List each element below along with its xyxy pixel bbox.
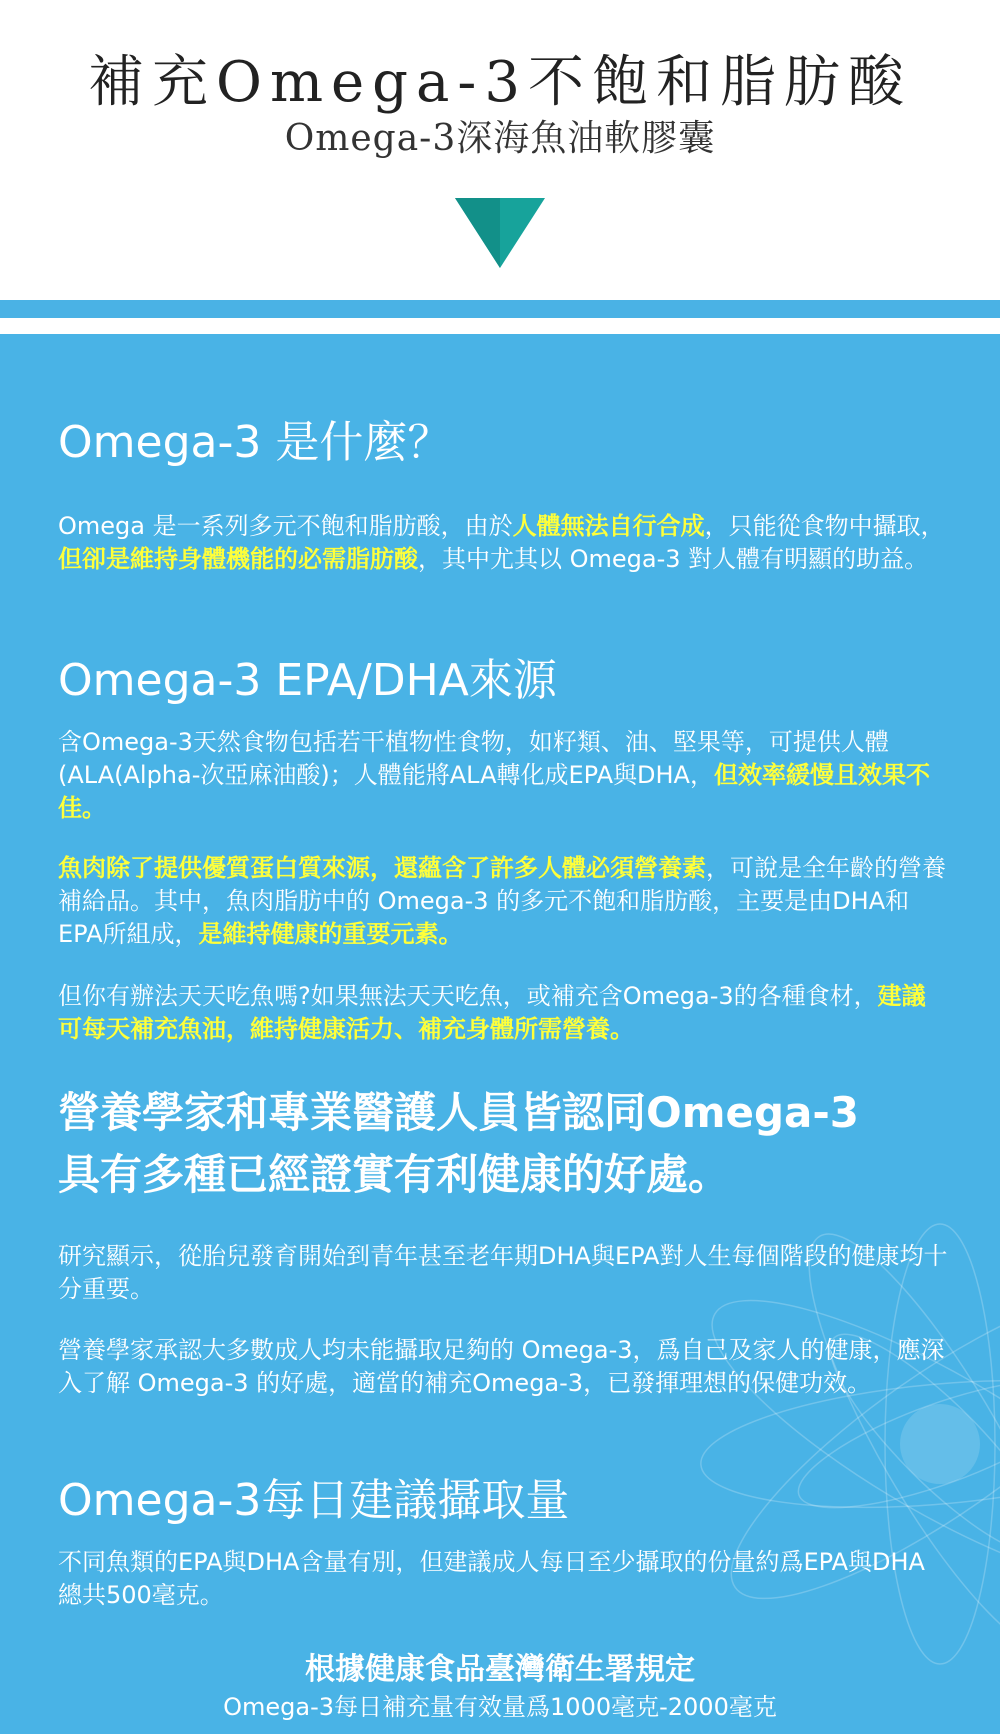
paragraph-nutritionists: 營養學家承認大多數成人均未能攝取足夠的 Omega-3，爲自己及家人的健康，應深入了解 Omega-3 的好處，適當的補充Omega-3，已發揮理想的保健功效。 <box>58 1336 945 1397</box>
highlight-text: 魚肉除了提供優質蛋白質來源，還蘊含了許多人體必須營養素 <box>58 854 706 882</box>
footer-regulation <box>0 1650 1000 1724</box>
footer-title: 根據健康食品臺灣衛生署規定 <box>305 1652 695 1687</box>
paragraph-daily-intake: 不同魚類的EPA與DHA含量有別，但建議成人每日至少攝取的份量約爲EPA與DHA總共500毫克。 <box>58 1548 925 1609</box>
paragraph-research: 研究顯示，從胎兒發育開始到青年甚至老年期DHA與EPA對人生每個階段的健康均十分重要。 <box>58 1242 948 1303</box>
paragraph-fish <box>58 852 948 951</box>
text-run: Omega 是一系列多元不飽和脂肪酸，由於 <box>58 512 513 540</box>
text-run: ，只能從食物中攝取， <box>704 512 945 540</box>
heading-line: 營養學家和專業醫護人員皆認同Omega-3 <box>58 1088 860 1137</box>
paragraph-what <box>58 510 946 576</box>
section-heading-what: Omega-3 是什麼？ <box>58 417 452 468</box>
highlight-text: 是維持健康的重要元素。 <box>198 920 463 948</box>
page-title: 補充Omega-3不飽和脂肪酸 <box>88 50 912 115</box>
footer-dosage: Omega-3每日補充量有效量爲1000毫克-2000毫克 <box>223 1693 777 1721</box>
highlight-text: 人體無法自行合成 <box>512 512 705 540</box>
section-heading-epa-dha: Omega-3 EPA/DHA來源 <box>58 655 557 706</box>
highlight-text: 但卻是維持身體機能的必需脂肪酸 <box>58 545 418 573</box>
highlight-text: 建議可每天補充魚油，維持健康活力、補充身體所需營養。 <box>58 982 926 1043</box>
top-divider-band <box>0 300 1000 318</box>
text-run: ，可說是全年齡的營養補給品。其中，魚肉脂肪中的 Omega-3 的多元不飽和脂肪酸，主要是由DHA和EPA所組成， <box>58 854 946 948</box>
section-heading-experts <box>58 1082 948 1206</box>
main-content-panel <box>0 334 1000 1734</box>
highlight-text: 但效率緩慢且效果不佳。 <box>58 761 930 822</box>
text-run: 但你有辦法天天吃魚嗎?如果無法天天吃魚，或補充含Omega-3的各種食材， <box>58 982 878 1010</box>
down-arrow-icon <box>455 198 545 270</box>
heading-line: 具有多種已經證實有利健康的好處。 <box>58 1150 731 1199</box>
header <box>0 0 1000 300</box>
paragraph-suggestion <box>58 980 948 1046</box>
text-run: 含Omega-3天然食物包括若干植物性食物，如籽類、油、堅果等，可提供人體 (ALA(Alpha-次亞麻油酸)；人體能將ALA轉化成EPA與DHA， <box>58 728 889 789</box>
text-run: ，其中尤其以 Omega-3 對人體有明顯的助益。 <box>418 545 929 573</box>
paragraph-sources <box>58 726 946 825</box>
section-heading-daily-intake: Omega-3每日建議攝取量 <box>58 1475 570 1526</box>
page-subtitle: Omega-3深海魚油軟膠囊 <box>284 118 716 159</box>
